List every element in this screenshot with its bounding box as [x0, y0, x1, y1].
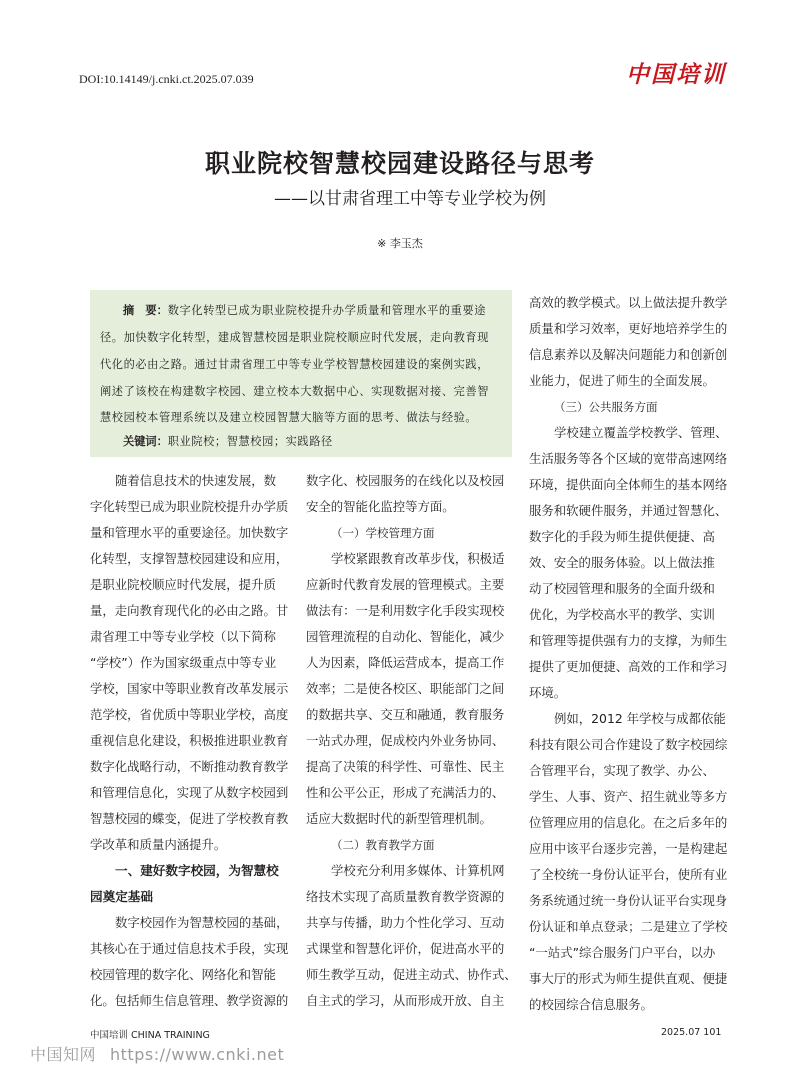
body-line: 重视信息化建设，积极推进职业教育: [90, 733, 289, 748]
body-line: 校园管理的数字化、网络化和智能: [90, 967, 276, 982]
footer-journal-name: 中国培训 CHINA TRAINING: [90, 1030, 210, 1041]
body-line: 人为因素，降低运营成本，提高工作: [306, 655, 505, 670]
body-line: 服务和软硬件服务，并通过智慧化、: [529, 503, 728, 518]
body-line: 优化，为学校高水平的教学、实训: [529, 607, 715, 622]
body-line: 科技有限公司合作建设了数字校园综: [529, 737, 728, 752]
body-line: 的校园综合信息服务。: [529, 997, 653, 1012]
body-line: 量，走向教育现代化的必由之路。甘: [90, 603, 289, 618]
body-line: “一站式”综合服务门户平台，以办: [529, 945, 716, 960]
body-line: 和管理信息化，实现了从数字校园到: [90, 785, 289, 800]
body-line: 提供了更加便捷、高效的工作和学习: [529, 659, 728, 674]
body-line: 智慧校园的蝶变，促进了学校教育教: [90, 811, 289, 826]
doi: DOI:10.14149/j.cnki.ct.2025.07.039: [79, 72, 254, 86]
body-line: 高效的教学模式。以上做法提升教学: [529, 295, 728, 310]
body-line: 做法有：一是利用数字化手段实现校: [306, 603, 505, 618]
body-line: 其核心在于通过信息技术手段，实现: [90, 941, 289, 956]
body-line: 是职业院校顺应时代发展，提升质: [90, 577, 276, 592]
abstract-line: 阐述了该校在构建数字校园、建立校本大数据中心、实现数据对接、完善智: [100, 385, 489, 398]
body-line: 和管理等提供强有力的支撑，为师生: [529, 633, 728, 648]
body-line: 份认证和单点登录；二是建立了学校: [529, 919, 728, 934]
body-line: 学校建立覆盖学校教学、管理、: [554, 425, 728, 440]
body-line: 范学校，省优质中等职业学校，高度: [90, 707, 289, 722]
body-line: 络技术实现了高质量教育教学资源的: [306, 889, 505, 904]
body-line: 效率；二是使各校区、职能部门之间: [306, 681, 505, 696]
body-line: 业能力，促进了师生的全面发展。: [529, 373, 715, 388]
watermark-url[interactable]: https://www.cnki.net: [110, 1045, 285, 1064]
body-line: 学生、人事、资产、招生就业等多方: [529, 789, 728, 804]
body-line: 学校，国家中等职业教育改革发展示: [90, 681, 289, 696]
footer-page-number: 2025.07 101: [661, 1027, 722, 1038]
keywords: 职业院校；智慧校园；实践路径: [167, 435, 333, 448]
body-line: 应新时代教育发展的管理模式。主要: [306, 577, 505, 592]
body-line: 学校充分利用多媒体、计算机网: [331, 863, 505, 878]
subsection-heading: （三）公共服务方面: [554, 400, 658, 414]
article-author: ※ 李玉杰: [377, 237, 423, 250]
body-line: 事大厅的形式为师生提供直观、便捷: [529, 971, 728, 986]
body-line: 环境。: [529, 685, 567, 700]
body-line: 一站式办理，促成校内外业务协同、: [306, 733, 505, 748]
body-line: 适应大数据时代的新型管理机制。: [306, 811, 492, 826]
journal-logo: 中国培训: [626, 61, 726, 88]
subsection-heading: （二）教育教学方面: [331, 838, 435, 852]
section-heading: 园奠定基础: [90, 889, 153, 904]
article-title: 职业院校智慧校园建设路径与思考: [204, 149, 595, 178]
body-line: 应用中该平台逐步完善，一是构建起: [529, 841, 728, 856]
body-line: 例如，2012 年学校与成都依能: [554, 711, 726, 726]
body-line: “学校”）作为国家级重点中等专业: [90, 655, 277, 670]
body-line: 园管理流程的自动化、智能化，减少: [306, 629, 505, 644]
body-line: 式课堂和智慧化评价，促进高水平的: [306, 941, 505, 956]
body-line: 师生教学互动，促进主动式、协作式、: [306, 967, 517, 982]
body-line: 学校紧跟教育改革步伐，积极适: [331, 551, 505, 566]
keywords-line: [123, 430, 527, 453]
body-line: 生活服务等各个区域的宽带高速网络: [529, 451, 728, 466]
body-line: 数字校园作为智慧校园的基础，: [115, 915, 289, 930]
body-line: 性和公平公正，形成了充满活力的、: [306, 785, 505, 800]
body-line: 环境，提供面向全体师生的基本网络: [529, 477, 728, 492]
abstract-line: 慧校园校本管理系统以及建立校园智慧大脑等方面的思考、做法与经验。: [100, 411, 478, 424]
body-line: 化。包括师生信息管理、教学资源的: [90, 993, 289, 1008]
body-line: 数字化战略行动，不断推动教育教学: [90, 759, 289, 774]
body-line: 位管理应用的信息化。在之后多年的: [529, 815, 728, 830]
body-line: 共享与传播，助力个性化学习、互动: [306, 915, 505, 930]
body-line: 质量和学习效率，更好地培养学生的: [529, 321, 728, 336]
body-line: 动了校园管理和服务的全面升级和: [529, 581, 715, 596]
body-line: 化转型，支撑智慧校园建设和应用，: [90, 551, 289, 566]
cnki-watermark: [30, 1042, 284, 1065]
body-line: 学改革和质量内涵提升。: [90, 837, 227, 852]
body-line: 信息素养以及解决问题能力和创新创: [529, 347, 728, 362]
keywords-label: 关键词：: [123, 435, 168, 448]
body-line: 合管理平台，实现了教学、办公、: [529, 763, 715, 778]
body-line: 自主式的学习，从而形成开放、自主: [306, 993, 505, 1008]
body-line: 提高了决策的科学性、可靠性、民主: [306, 759, 505, 774]
section-heading: 一、建好数字校园，为智慧校: [115, 863, 279, 878]
abstract-label: 摘 要：: [123, 304, 168, 317]
subsection-heading: （一）学校管理方面: [331, 526, 435, 540]
abstract-line: 径。加快数字化转型，建成智慧校园是职业院校顺应时代发展，走向教育现: [100, 331, 489, 344]
body-line: 的数据共享、交互和融通，教育服务: [306, 707, 505, 722]
body-line: 字化转型已成为职业院校提升办学质: [90, 499, 289, 514]
body-line: 数字化的手段为师生提供便捷、高: [529, 529, 715, 544]
body-line: 随着信息技术的快速发展，数: [115, 473, 277, 488]
abstract-line: 代化的必由之路。通过甘肃省理工中等专业学校智慧校园建设的案例实践，: [100, 358, 489, 371]
body-line: 务系统通过统一身份认证平台实现身: [529, 893, 728, 908]
article-subtitle: ——以甘肃省理工中等专业学校为例: [274, 189, 546, 209]
body-line: 肃省理工中等专业学校（以下简称: [90, 629, 276, 644]
abstract-text: 数字化转型已成为职业院校提升办学质量和管理水平的重要途: [167, 304, 487, 317]
body-line: 安全的智能化监控等方面。: [306, 499, 455, 514]
body-line: 量和管理水平的重要途径。加快数字: [90, 525, 289, 540]
abstract-line: [123, 299, 527, 322]
watermark-name: 中国知网: [30, 1045, 97, 1064]
body-line: 数字化、校园服务的在线化以及校园: [306, 473, 505, 488]
body-line: 效、安全的服务体验。以上做法推: [529, 555, 715, 570]
body-line: 了全校统一身份认证平台，使所有业: [529, 867, 728, 882]
